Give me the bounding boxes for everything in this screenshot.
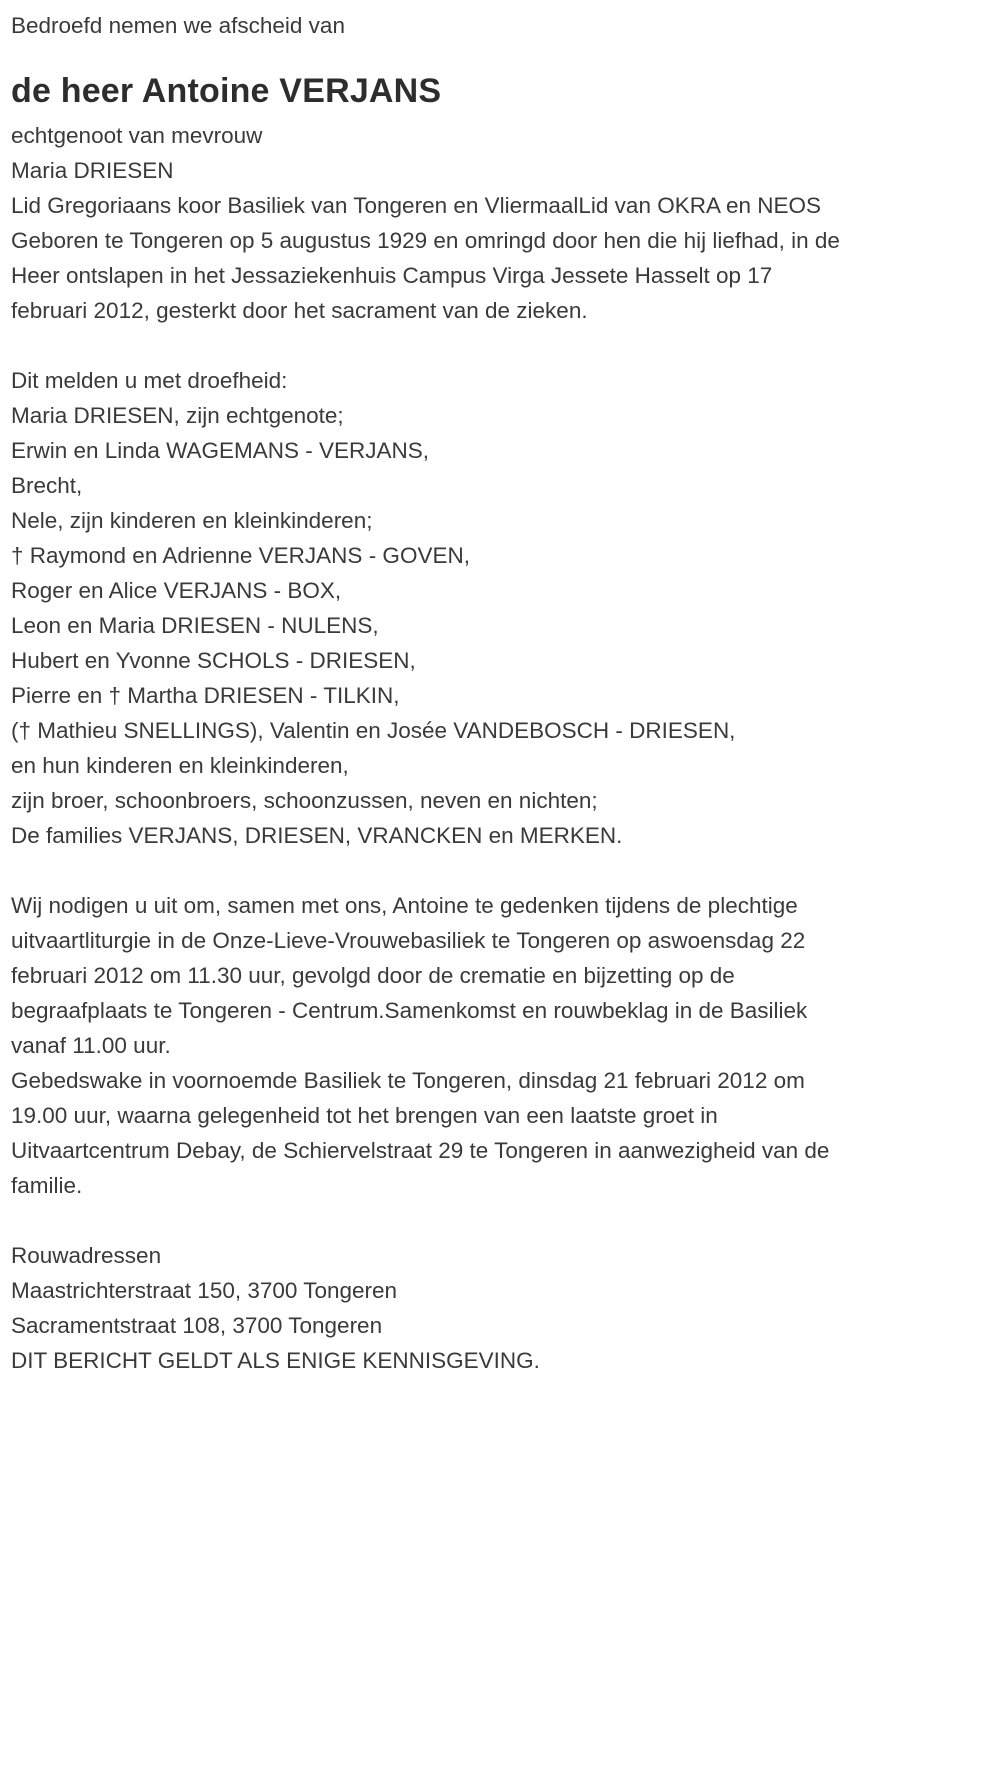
family-line: Leon en Maria DRIESEN - NULENS,: [11, 613, 379, 638]
family-line: Nele, zijn kinderen en kleinkinderen;: [11, 508, 373, 533]
wake-paragraph: Gebedswake in voornoemde Basiliek te Tongeren, dinsdag 21 februari 2012 om 19.00 uur, waarna gelegenheid tot het brengen van een laatste groet in Uitvaartcentrum Debay, de Schiervelstraat 29 te Tongeren in aanwezigheid van de familie.: [11, 1068, 830, 1198]
family-line: Erwin en Linda WAGEMANS - VERJANS,: [11, 438, 430, 463]
families-line: De families VERJANS, DRIESEN, VRANCKEN en MERKEN.: [11, 823, 623, 848]
birth-death-paragraph: Geboren te Tongeren op 5 augustus 1929 en omringd door hen die hij liefhad, in de Heer ontslapen in het Jessaziekenhuis Campus Virga Jessete Hasselt op 17 februari 2012, gesterkt door het sacrament van de zieken.: [11, 228, 840, 323]
ceremony-paragraph: Wij nodigen u uit om, samen met ons, Antoine te gedenken tijdens de plechtige uitvaartliturgie in de Onze-Lieve-Vrouwebasiliek te Tongeren op aswoensdag 22 februari 2012 om 11.30 uur, gevolgd door de crematie en bijzetting op de begraafplaats te Tongeren - Centrum.Samenkomst en rouwbeklag in de Basiliek vanaf 11.00 uur.: [11, 893, 808, 1058]
family-section: [11, 363, 850, 818]
mourning-address: Sacramentstraat 108, 3700 Tongeren: [11, 1313, 383, 1338]
family-line: Brecht,: [11, 473, 83, 498]
family-line: zijn broer, schoonbroers, schoonzussen, neven en nichten;: [11, 788, 598, 813]
mourning-addresses-section: [11, 1238, 850, 1343]
family-line: † Raymond en Adrienne VERJANS - GOVEN,: [11, 543, 470, 568]
family-line: Roger en Alice VERJANS - BOX,: [11, 578, 342, 603]
family-line: en hun kinderen en kleinkinderen,: [11, 753, 349, 778]
membership-line: Lid Gregoriaans koor Basiliek van Tongeren en VliermaalLid van OKRA en NEOS: [11, 193, 822, 218]
mourning-addresses-header: Rouwadressen: [11, 1243, 162, 1268]
announcement-line: Dit melden u met droefheid:: [11, 368, 288, 393]
spouse-name-line: Maria DRIESEN: [11, 158, 174, 183]
family-line: Pierre en † Martha DRIESEN - TILKIN,: [11, 683, 400, 708]
deceased-name: de heer Antoine VERJANS: [11, 72, 442, 110]
family-line: Hubert en Yvonne SCHOLS - DRIESEN,: [11, 648, 416, 673]
closing-notice-line: DIT BERICHT GELDT ALS ENIGE KENNISGEVING.: [11, 1348, 540, 1373]
intro-line: Bedroefd nemen we afscheid van: [11, 13, 345, 38]
mourning-address: Maastrichterstraat 150, 3700 Tongeren: [11, 1278, 398, 1303]
ceremony-section: [11, 888, 850, 1203]
spouse-intro-line: echtgenoot van mevrouw: [11, 123, 263, 148]
family-line: († Mathieu SNELLINGS), Valentin en Josée VANDEBOSCH - DRIESEN,: [11, 718, 736, 743]
family-line: Maria DRIESEN, zijn echtgenote;: [11, 403, 344, 428]
